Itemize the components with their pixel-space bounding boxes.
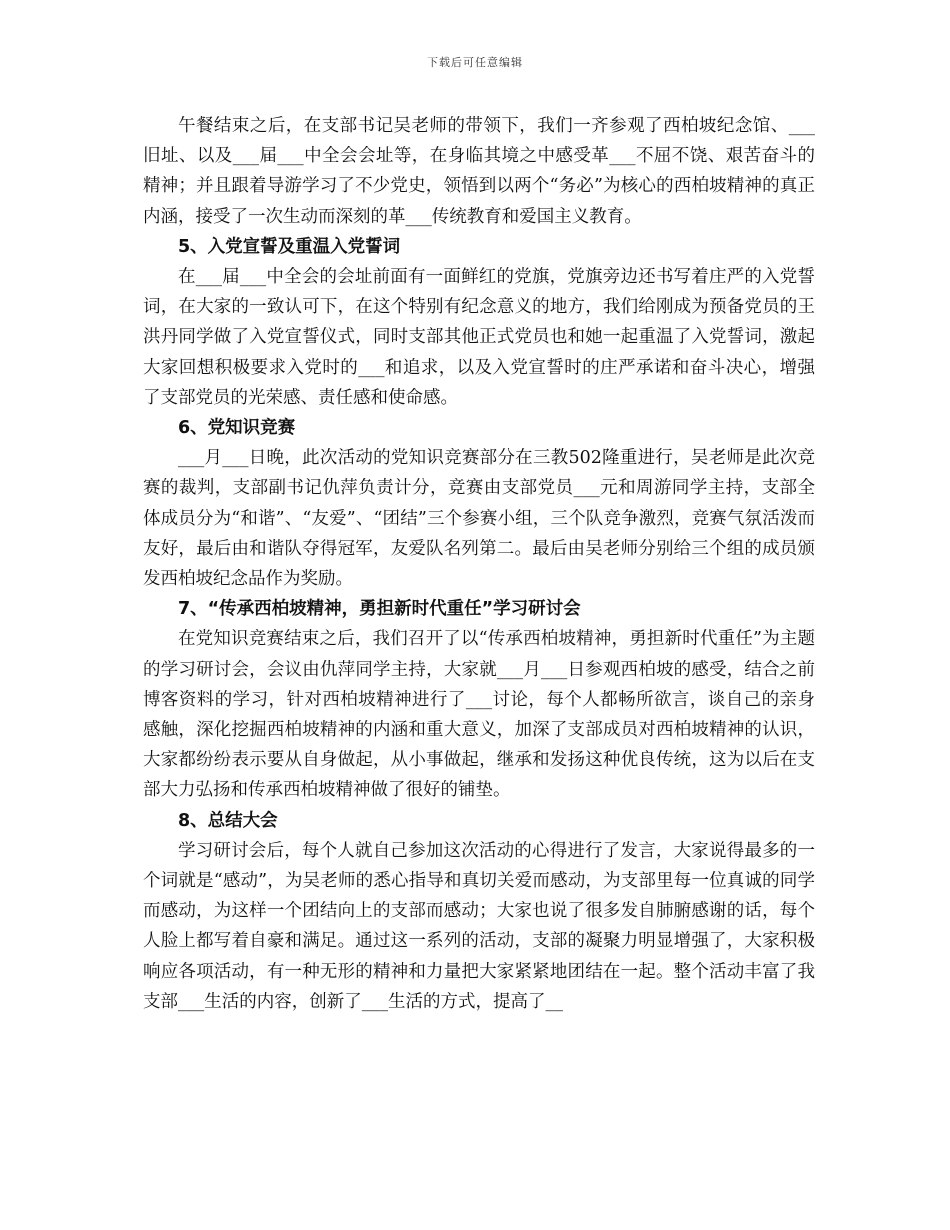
paragraph-summary: 学习研讨会后，每个人就自己参加这次活动的心得进行了发言，大家说得最多的一个词就是“感动”，为吴老师的悉心指导和真切关爱而感动，为支部里每一位真诚的同学而感动，为这样一个团结向上的支部而感动；大家也说了很多发自肺腑感谢的话，每个人脸上都写着自豪和满足。通过这一系列的活动，支部的凝聚力明显增强了，大家积极响应各项活动，有一种无形的精神和力量把大家紧紧地团结在一起。整个活动丰富了我支部___生活的内容，创新了___生活的方式，提高了__ [143, 840, 815, 1012]
section-heading-summary: 8、总结大会 [178, 810, 278, 831]
page-header: 下载后可任意编辑 [427, 56, 523, 69]
paragraph-quiz: ___月___日晚，此次活动的党知识竞赛部分在三教502隆重进行，吴老师是此次竞赛的裁判，支部副书记仇萍负责计分，竞赛由支部党员___元和周游同学主持，支部全体成员分为“和谐”、“友爱”、“团结”三个参赛小组，三个队竞争激烈，竞赛气氛活泼而友好，最后由和谐队夺得冠军，友爱队名列第二。最后由吴老师分别给三个组的成员颁发西柏坡纪念品作为奖励。 [143, 448, 815, 590]
section-heading-oath: 5、入党宣誓及重温入党誓词 [178, 236, 401, 257]
paragraph-oath: 在___届___中全会的会址前面有一面鲜红的党旗，党旗旁边还书写着庄严的入党誓词，在大家的一致认可下，在这个特别有纪念意义的地方，我们给刚成为预备党员的王洪丹同学做了入党宣誓仪式，同时支部其他正式党员也和她一起重温了入党誓词，激起大家回想积极要求入党时的___和追求，以及入党宣誓时的庄严承诺和奋斗决心，增强了支部党员的光荣感、责任感和使命感。 [143, 267, 815, 408]
document-body [143, 111, 815, 1017]
section-heading-seminar: 7、“传承西柏坡精神，勇担新时代重任”学习研讨会 [178, 599, 581, 620]
paragraph-seminar: 在党知识竞赛结束之后，我们召开了以“传承西柏坡精神，勇担新时代重任”为主题的学习研讨会，会议由仇萍同学主持，大家就___月___日参观西柏坡的感受，结合之前博客资料的学习，针对西柏坡精神进行了___讨论，每个人都畅所欲言，谈自己的亲身感触，深化挖掘西柏坡精神的内涵和重大意义，加深了支部成员对西柏坡精神的认识，大家都纷纷表示要从自身做起，从小事做起，继承和发扬这种优良传统，这为以后在支部大力弘扬和传承西柏坡精神做了很好的铺垫。 [143, 629, 815, 801]
paragraph-visit: 午餐结束之后，在支部书记吴老师的带领下，我们一齐参观了西柏坡纪念馆、___旧址、以及___届___中全会会址等，在身临其境之中感受革___不屈不饶、艰苦奋斗的精神；并且跟着导游学习了不少党史，领悟到以两个“务必”为核心的西柏坡精神的真正内涵，接受了一次生动而深刻的革___传统教育和爱国主义教育。 [143, 116, 815, 227]
section-heading-quiz: 6、党知识竞赛 [178, 418, 296, 439]
